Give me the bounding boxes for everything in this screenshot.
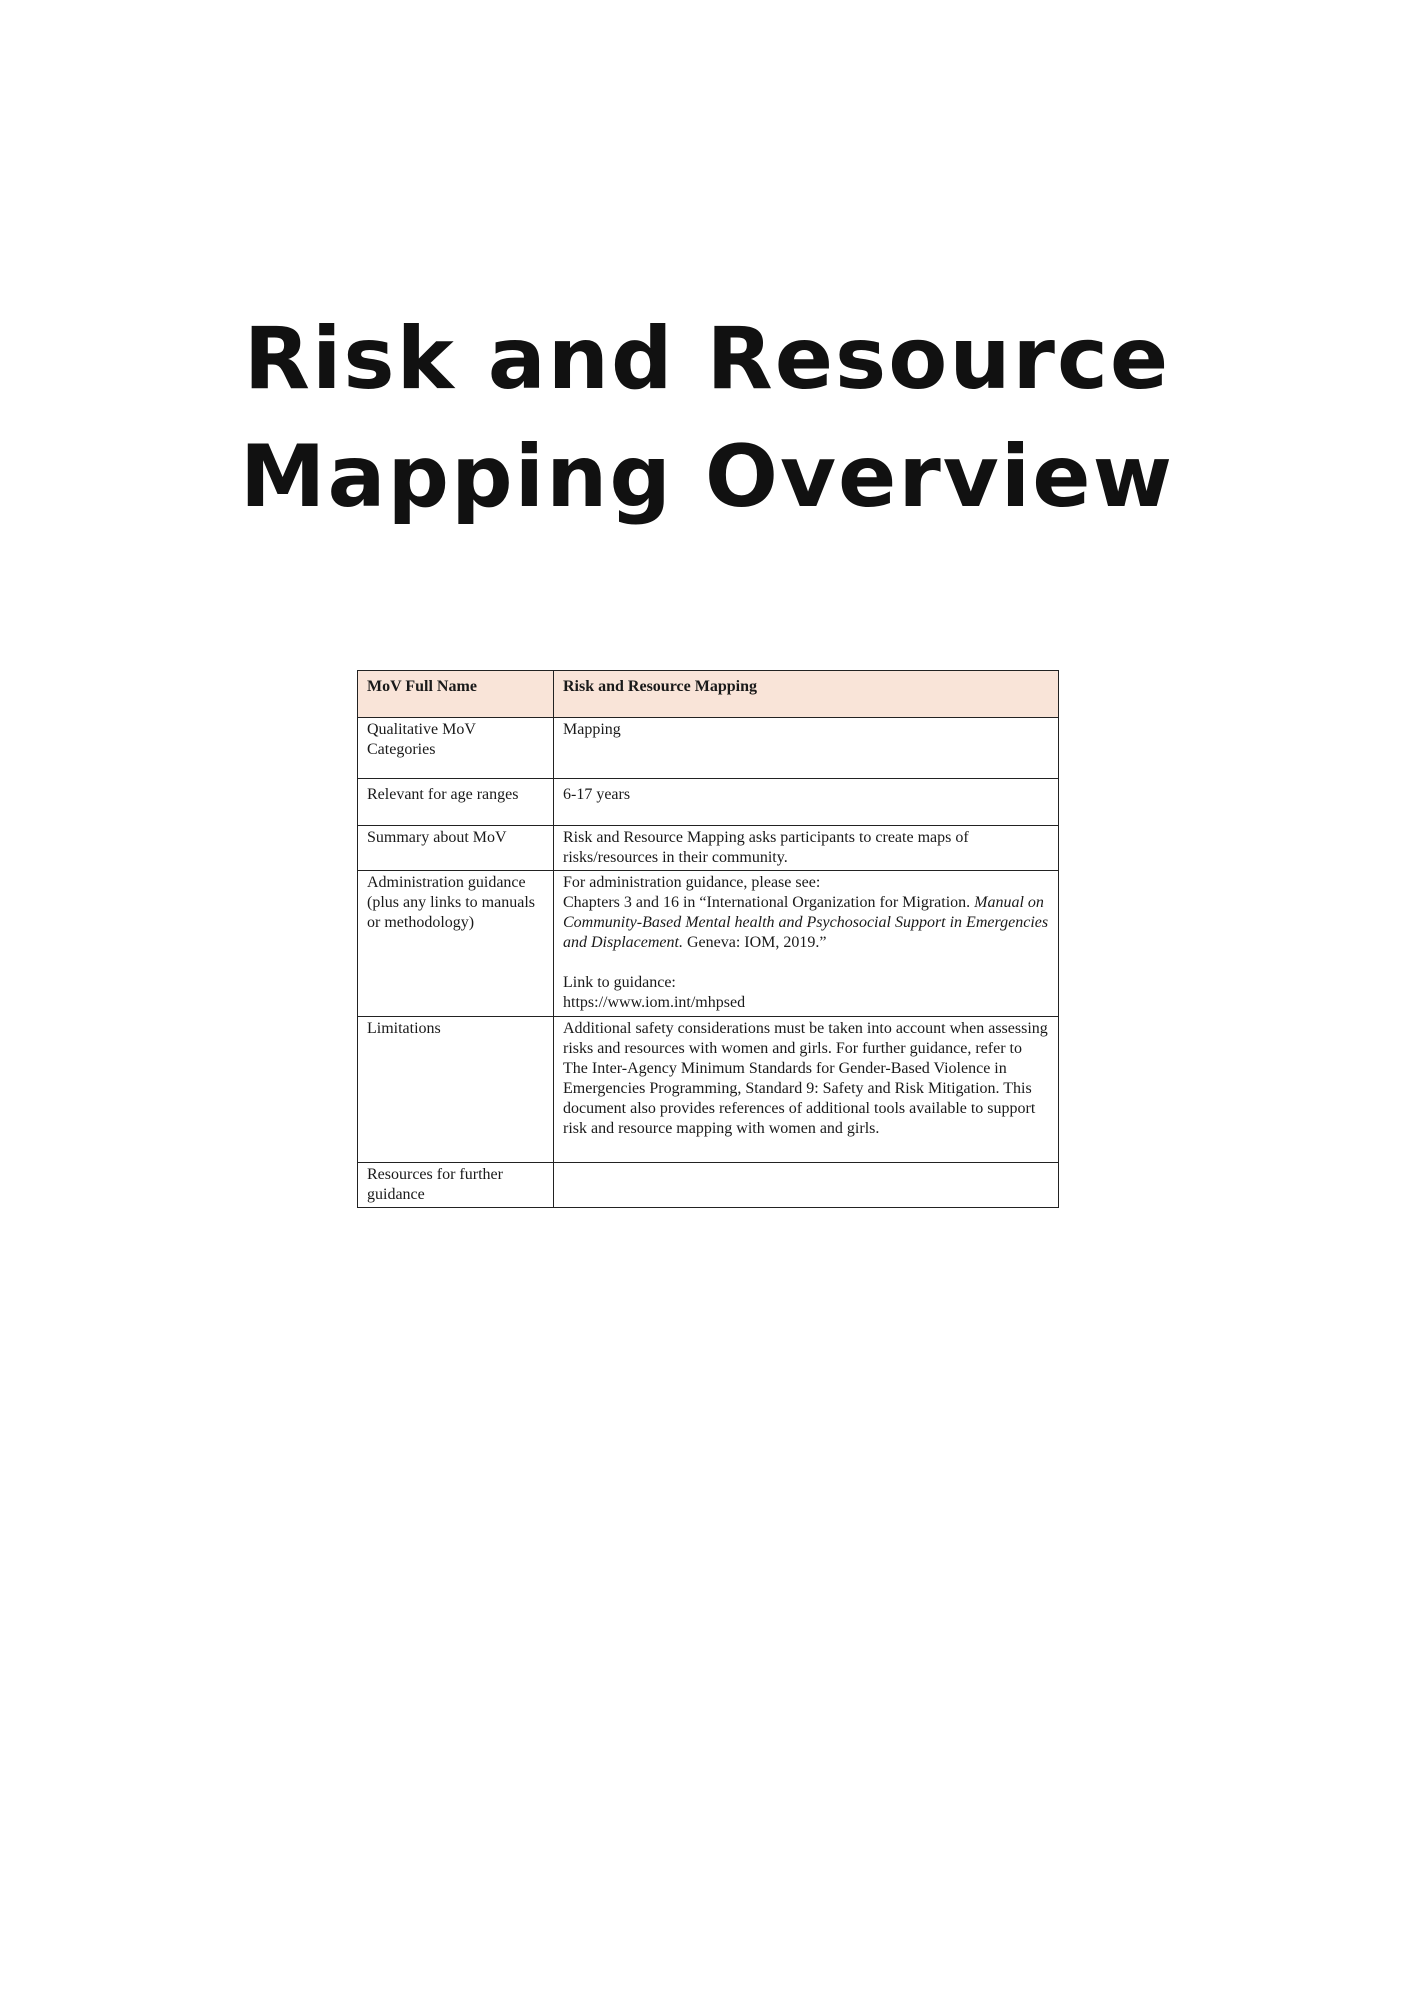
admin-guidance-citation bbox=[563, 893, 1050, 953]
row-label-resources: Resources for further guidance bbox=[358, 1163, 554, 1208]
admin-guidance-intro: For administration guidance, please see: bbox=[563, 874, 821, 891]
row-label-age-ranges: Relevant for age ranges bbox=[358, 779, 554, 826]
row-value-categories: Mapping bbox=[554, 718, 1059, 779]
row-value-age-ranges: 6-17 years bbox=[554, 779, 1059, 826]
table-row bbox=[358, 718, 1059, 779]
table-row bbox=[358, 1017, 1059, 1163]
header-value-cell: Risk and Resource Mapping bbox=[554, 671, 1059, 718]
citation-prefix: Chapters 3 and 16 in “International Organization for Migration. bbox=[563, 894, 971, 911]
row-value-summary: Risk and Resource Mapping asks participants to create maps of risks/resources in their community. bbox=[554, 826, 1059, 871]
table-row bbox=[358, 826, 1059, 871]
table-row bbox=[358, 779, 1059, 826]
citation-title: Manual on Community-Based Mental health and Psychosocial Support in Emergencies and Displacement. bbox=[563, 894, 1049, 951]
row-value-admin-guidance bbox=[554, 871, 1059, 1017]
guidance-link-label: Link to guidance: bbox=[563, 974, 676, 991]
header-label-cell: MoV Full Name bbox=[358, 671, 554, 718]
row-label-summary: Summary about MoV bbox=[358, 826, 554, 871]
paragraph-gap bbox=[563, 953, 1050, 973]
row-value-resources bbox=[554, 1163, 1059, 1208]
mov-overview-table bbox=[357, 670, 1059, 1208]
guidance-link-url[interactable]: https://www.iom.int/mhpsed bbox=[563, 994, 746, 1011]
page-title bbox=[0, 300, 1414, 536]
row-label-limitations: Limitations bbox=[358, 1017, 554, 1163]
row-label-admin-guidance: Administration guidance (plus any links to manuals or methodology) bbox=[358, 871, 554, 1017]
row-label-categories: Qualitative MoV Categories bbox=[358, 718, 554, 779]
table-header-row bbox=[358, 671, 1059, 718]
table-row bbox=[358, 871, 1059, 1017]
row-value-limitations: Additional safety considerations must be taken into account when assessing risks and resources with women and girls. For further guidance, refer to The Inter-Agency Minimum Standards for Gender-Based Violence in Emergencies Programming, Standard 9: Safety and Risk Mitigation. This document also provides references of additional tools available to support risk and resource mapping with women and girls. bbox=[554, 1017, 1059, 1163]
citation-suffix: Geneva: IOM, 2019.” bbox=[686, 934, 827, 951]
table-row bbox=[358, 1163, 1059, 1208]
page-title-line-2: Mapping Overview bbox=[239, 427, 1175, 527]
page-title-line-1: Risk and Resource bbox=[243, 309, 1171, 409]
